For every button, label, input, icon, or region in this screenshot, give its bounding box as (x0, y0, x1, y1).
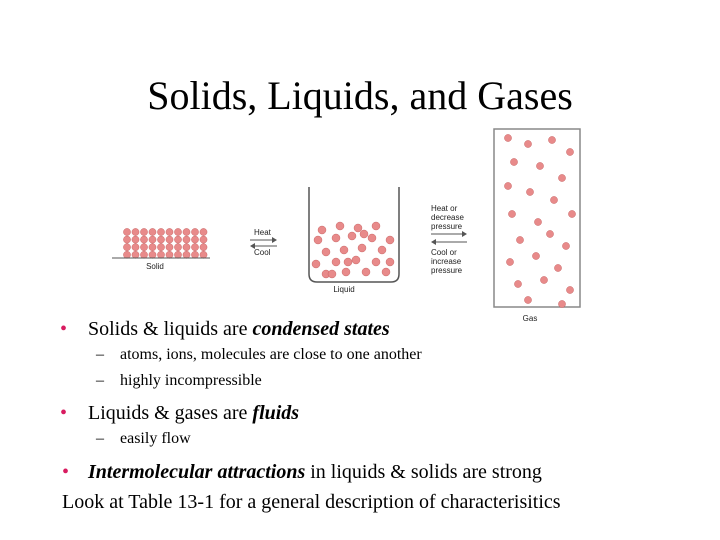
increase-label: increase (431, 257, 462, 266)
cool-label: Cool (254, 248, 271, 257)
cool-left-arrow-head (431, 239, 436, 245)
gas-particle (504, 182, 511, 189)
sub-bullet-incompressible (58, 368, 718, 394)
heat-or-label: Heat or (431, 204, 458, 213)
states-of-matter-figure (100, 122, 600, 327)
gas-particle (516, 236, 523, 243)
solid-particle (174, 251, 181, 258)
gas-particle (536, 162, 543, 169)
solid-particle (191, 236, 198, 243)
solid-particle (132, 228, 139, 235)
heat-right-arrow-head (462, 231, 467, 237)
solid-particle (200, 244, 207, 251)
solid-particle (200, 228, 207, 235)
liquid-particle (354, 224, 362, 232)
liquid-particle (312, 260, 320, 268)
bullet-marker: • (60, 318, 68, 340)
sub-bullet-close (58, 342, 718, 368)
heat-arrow-head (272, 237, 277, 243)
decrease-label: decrease (431, 213, 464, 222)
gas-particle (508, 210, 515, 217)
liquid-particle (340, 246, 348, 254)
solid-particle (123, 251, 130, 258)
solid-particle (174, 236, 181, 243)
gas-particle (534, 218, 541, 225)
gas-particle (514, 280, 521, 287)
solid-particle (149, 236, 156, 243)
solid-particle (140, 244, 147, 251)
liquid-particle (348, 232, 356, 240)
solid-particle (157, 236, 164, 243)
gas-particle (504, 134, 511, 141)
gas-particle (510, 158, 517, 165)
liquid-particle (358, 244, 366, 252)
dash-marker: – (96, 372, 104, 389)
solid-particle (123, 236, 130, 243)
solid-label: Solid (146, 262, 164, 271)
bullet-emphasis: Intermolecular attractions (88, 461, 306, 483)
bullet-emphasis: condensed states (252, 318, 390, 340)
liquid-particle (386, 258, 394, 266)
liquid-particle (372, 258, 380, 266)
slide-title: Solids, Liquids, and Gases (147, 73, 573, 118)
gas-particle (566, 286, 573, 293)
solid-particle (166, 251, 173, 258)
solid-particle (183, 228, 190, 235)
liquid-particle (322, 248, 330, 256)
bullet-list (58, 316, 718, 452)
solid-particle (191, 228, 198, 235)
gas-particle (524, 296, 531, 303)
bullet-marker: • (60, 402, 68, 424)
solid-particle (200, 251, 207, 258)
liquid-particle (318, 226, 326, 234)
solid-particle (174, 228, 181, 235)
solid-particle (183, 236, 190, 243)
solid-particle (132, 244, 139, 251)
gas-particle (526, 188, 533, 195)
gas-particle (562, 242, 569, 249)
solid-particle (166, 236, 173, 243)
gas-particle (548, 136, 555, 143)
liquid-label: Liquid (333, 285, 355, 294)
gas-particle (506, 258, 513, 265)
solid-particle (191, 244, 198, 251)
bullet-condensed-states (58, 316, 718, 342)
liquid-particle (368, 234, 376, 242)
gas-particle (566, 148, 573, 155)
cool-or-label: Cool or (431, 248, 457, 257)
bullet-text: Liquids & gases are (88, 402, 253, 424)
solid-particle (149, 244, 156, 251)
gas-particle (550, 196, 557, 203)
liquid-particle (360, 230, 368, 238)
solid-particle (123, 228, 130, 235)
bullet-text: Solids & liquids are (88, 318, 253, 340)
sub-bullet-flow (58, 426, 718, 452)
solid-particle (174, 244, 181, 251)
gas-particle (546, 230, 553, 237)
pressure-label-2: pressure (431, 266, 463, 275)
gas-particle (558, 174, 565, 181)
solid-particle (140, 228, 147, 235)
dash-marker: – (96, 346, 104, 363)
liquid-particle (372, 222, 380, 230)
solid-particle (157, 228, 164, 235)
solid-particle (132, 251, 139, 258)
gas-particle (568, 210, 575, 217)
liquid-particle (378, 246, 386, 254)
heat-label: Heat (254, 228, 271, 237)
liquid-particle (332, 258, 340, 266)
states-figure-svg (100, 122, 600, 327)
solid-particle (183, 244, 190, 251)
solid-particle (183, 251, 190, 258)
liquid-particle (382, 268, 390, 276)
bullet-fluids (58, 400, 718, 426)
solid-particle (166, 228, 173, 235)
liquid-particle (342, 268, 350, 276)
solid-particle (149, 251, 156, 258)
liquid-particle (386, 236, 394, 244)
solid-particle (149, 228, 156, 235)
gas-particle (540, 276, 547, 283)
footer-note: Look at Table 13-1 for a general description of characterisitics (62, 491, 561, 513)
liquid-particle (332, 234, 340, 242)
solid-particle (166, 244, 173, 251)
gas-particle (558, 300, 565, 307)
bullet-text: in liquids & solids are strong (305, 461, 542, 483)
solid-particle (200, 236, 207, 243)
gas-particle (524, 140, 531, 147)
liquid-particles (312, 222, 394, 278)
solid-particle (157, 244, 164, 251)
solid-particles (123, 228, 207, 258)
bullet-marker: • (62, 461, 70, 483)
bullet-intermolecular (62, 459, 542, 485)
solid-particle (157, 251, 164, 258)
gas-particle (532, 252, 539, 259)
dash-marker: – (96, 430, 104, 447)
sub-bullet-text: highly incompressible (120, 372, 262, 389)
gas-container (494, 129, 580, 307)
pressure-label-1: pressure (431, 222, 463, 231)
sub-bullet-text: easily flow (120, 430, 191, 447)
sub-bullet-text: atoms, ions, molecules are close to one another (120, 346, 422, 363)
liquid-particle (314, 236, 322, 244)
liquid-particle (344, 258, 352, 266)
solid-particle (191, 251, 198, 258)
solid-particle (140, 251, 147, 258)
liquid-particle (328, 270, 336, 278)
liquid-particle (352, 256, 360, 264)
solid-particle (123, 244, 130, 251)
solid-particle (132, 236, 139, 243)
gas-particle (554, 264, 561, 271)
bullet-emphasis: fluids (252, 402, 300, 424)
liquid-particle (362, 268, 370, 276)
solid-particle (140, 236, 147, 243)
liquid-particle (336, 222, 344, 230)
gas-label: Gas (522, 314, 538, 323)
